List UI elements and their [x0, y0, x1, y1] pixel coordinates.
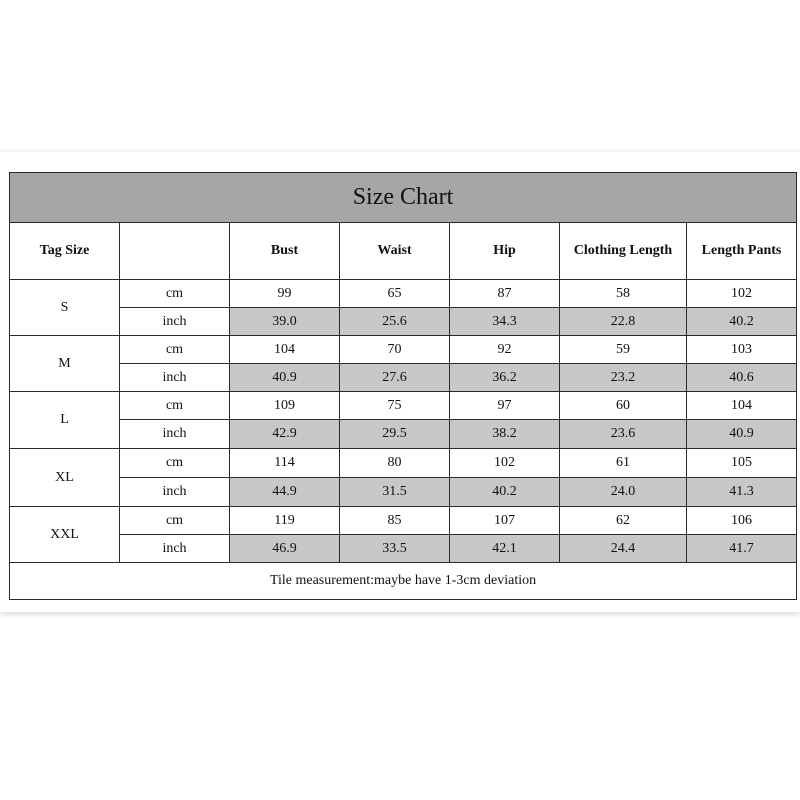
size-row-l-cm: [10, 392, 797, 420]
measurement-cell: 97: [450, 392, 560, 420]
unit-cell: inch: [120, 478, 230, 507]
header-row: [10, 223, 797, 280]
measurement-cell: 107: [450, 507, 560, 535]
measurement-cell: 40.6: [687, 364, 797, 392]
measurement-note: Tile measurement:maybe have 1-3cm deviation: [10, 563, 797, 600]
measurement-cell: 99: [230, 280, 340, 308]
tag-size-cell: M: [10, 336, 120, 392]
measurement-cell: 39.0: [230, 308, 340, 336]
measurement-cell: 42.1: [450, 535, 560, 563]
size-row-m-inch: [10, 364, 797, 392]
measurement-cell: 40.9: [230, 364, 340, 392]
header-length-pants: Length Pants: [687, 223, 797, 280]
size-row-l-inch: [10, 420, 797, 449]
size-row-s-cm: [10, 280, 797, 308]
measurement-cell: 103: [687, 336, 797, 364]
measurement-cell: 31.5: [340, 478, 450, 507]
header-waist: Waist: [340, 223, 450, 280]
measurement-cell: 40.2: [450, 478, 560, 507]
tag-size-cell: XXL: [10, 507, 120, 563]
measurement-cell: 42.9: [230, 420, 340, 449]
unit-cell: inch: [120, 308, 230, 336]
unit-cell: inch: [120, 535, 230, 563]
measurement-cell: 75: [340, 392, 450, 420]
tag-size-cell: XL: [10, 449, 120, 507]
unit-cell: cm: [120, 280, 230, 308]
tag-size-cell: S: [10, 280, 120, 336]
measurement-cell: 24.4: [560, 535, 687, 563]
measurement-cell: 24.0: [560, 478, 687, 507]
measurement-cell: 34.3: [450, 308, 560, 336]
size-chart-table: [9, 172, 797, 600]
measurement-cell: 109: [230, 392, 340, 420]
measurement-cell: 36.2: [450, 364, 560, 392]
measurement-cell: 29.5: [340, 420, 450, 449]
measurement-cell: 102: [450, 449, 560, 478]
size-chart-sheet: [0, 152, 800, 612]
measurement-cell: 62: [560, 507, 687, 535]
tag-size-cell: L: [10, 392, 120, 449]
measurement-cell: 104: [230, 336, 340, 364]
unit-cell: cm: [120, 392, 230, 420]
size-row-s-inch: [10, 308, 797, 336]
measurement-cell: 114: [230, 449, 340, 478]
measurement-cell: 44.9: [230, 478, 340, 507]
measurement-cell: 65: [340, 280, 450, 308]
measurement-cell: 92: [450, 336, 560, 364]
measurement-cell: 60: [560, 392, 687, 420]
measurement-cell: 105: [687, 449, 797, 478]
measurement-cell: 61: [560, 449, 687, 478]
measurement-cell: 23.6: [560, 420, 687, 449]
measurement-cell: 40.9: [687, 420, 797, 449]
size-row-xl-cm: [10, 449, 797, 478]
measurement-cell: 87: [450, 280, 560, 308]
note-row: [10, 563, 797, 600]
size-row-xl-inch: [10, 478, 797, 507]
measurement-cell: 46.9: [230, 535, 340, 563]
header-bust: Bust: [230, 223, 340, 280]
measurement-cell: 38.2: [450, 420, 560, 449]
measurement-cell: 23.2: [560, 364, 687, 392]
unit-cell: cm: [120, 336, 230, 364]
chart-title: Size Chart: [10, 173, 797, 223]
measurement-cell: 40.2: [687, 308, 797, 336]
size-row-xxl-inch: [10, 535, 797, 563]
measurement-cell: 85: [340, 507, 450, 535]
unit-cell: cm: [120, 507, 230, 535]
measurement-cell: 102: [687, 280, 797, 308]
unit-cell: cm: [120, 449, 230, 478]
measurement-cell: 104: [687, 392, 797, 420]
header-tag-size: Tag Size: [10, 223, 120, 280]
measurement-cell: 33.5: [340, 535, 450, 563]
measurement-cell: 59: [560, 336, 687, 364]
measurement-cell: 25.6: [340, 308, 450, 336]
size-row-m-cm: [10, 336, 797, 364]
measurement-cell: 80: [340, 449, 450, 478]
measurement-cell: 58: [560, 280, 687, 308]
measurement-cell: 70: [340, 336, 450, 364]
unit-cell: inch: [120, 420, 230, 449]
measurement-cell: 22.8: [560, 308, 687, 336]
measurement-cell: 41.3: [687, 478, 797, 507]
measurement-cell: 119: [230, 507, 340, 535]
unit-cell: inch: [120, 364, 230, 392]
header-clothing-length: Clothing Length: [560, 223, 687, 280]
header-unit: [120, 223, 230, 280]
measurement-cell: 27.6: [340, 364, 450, 392]
measurement-cell: 106: [687, 507, 797, 535]
measurement-cell: 41.7: [687, 535, 797, 563]
header-hip: Hip: [450, 223, 560, 280]
size-row-xxl-cm: [10, 507, 797, 535]
